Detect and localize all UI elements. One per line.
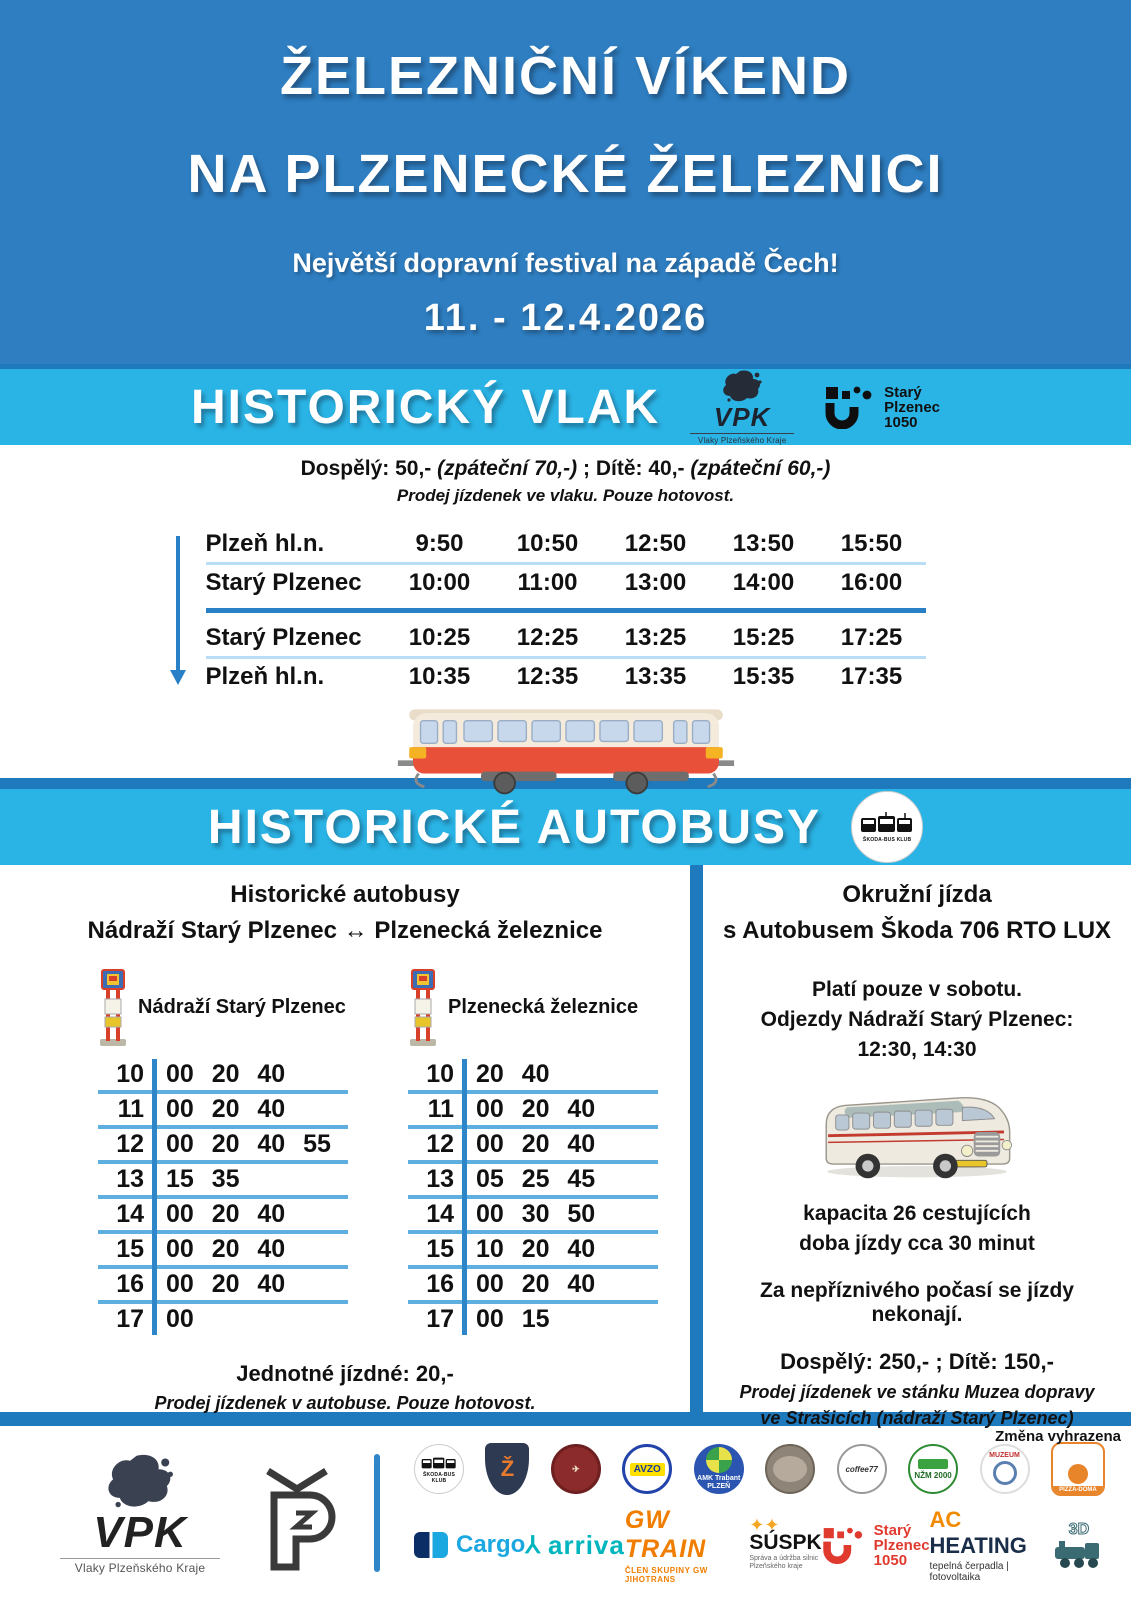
bus-departure-row: 16 00 20 40 <box>98 1269 348 1304</box>
stop-name: Nádraží Starý Plzenec <box>138 995 346 1018</box>
footer-divider <box>374 1454 380 1572</box>
change-reserved-note: Změna vyhrazena <box>995 1428 1121 1445</box>
table-direction-divider <box>206 608 926 613</box>
bus-fare: Jednotné jízdné: 20,- <box>236 1361 454 1386</box>
bus-departure-row: 15 00 20 40 <box>98 1234 348 1269</box>
vpk-logo <box>690 369 794 445</box>
vpk-logo-footer <box>60 1452 220 1574</box>
ride-departure-times: 12:30, 14:30 <box>857 1038 977 1061</box>
bus-departure-row: 12 00 20 40 <box>408 1129 658 1164</box>
partner-row-2 <box>414 1506 1105 1584</box>
shuttle-route: Nádraží Starý Plzenec ↔ Plzenecká železnice <box>87 917 603 944</box>
bus-stop-sign-icon <box>98 967 128 1047</box>
bus-departure-row: 14 00 30 50 <box>408 1199 658 1234</box>
steam-locomotive-icon <box>1053 1539 1105 1569</box>
historic-train-band-title: HISTORICKÝ VLAK <box>190 380 661 434</box>
vpk-region-silhouette-icon <box>720 369 764 403</box>
partner-logos-footer <box>0 1426 1131 1586</box>
event-dates: 11. - 12.4.2026 <box>423 297 708 339</box>
plzenecka-zeleznice-logo <box>254 1455 340 1571</box>
skoda-bus-klub-logo <box>851 791 923 863</box>
partner-logo-grid <box>414 1442 1105 1584</box>
train-sale-note: Prodej jízdenek ve vlaku. Pouze hotovost. <box>396 486 735 505</box>
train-timetable <box>206 530 926 691</box>
hero-section <box>0 0 1131 364</box>
3d-locomotive-logo: 3D <box>1053 1521 1105 1569</box>
stary-plzenec-1050-icon <box>822 1526 866 1564</box>
buses-icon <box>860 812 914 836</box>
pizza-doma-logo: PIZZA-DOMA <box>1051 1442 1105 1496</box>
bus-timetables <box>0 1059 690 1335</box>
poster-title-line1: ŽELEZNIČNÍ VÍKEND <box>279 46 852 106</box>
cd-cargo-icon <box>414 1532 448 1558</box>
stary-plzenec-1050-logo <box>824 385 940 430</box>
poster-title-line2: NA PLZENECKÉ ŽELEZNICI <box>187 144 944 204</box>
amk-trabant-plzen-logo: AMK Trabant PLZEŇ <box>694 1444 744 1494</box>
ride-validity: Platí pouze v sobotu. <box>811 978 1022 1001</box>
stop-header-zeleznice <box>408 967 658 1047</box>
historic-buses-band <box>0 789 1131 865</box>
table-separator <box>206 656 926 659</box>
ride-departures-label: Odjezdy Nádraží Starý Plzenec: <box>760 1008 1074 1031</box>
historic-photo-oval-logo <box>765 1444 815 1494</box>
ride-info-block <box>721 1199 1113 1259</box>
stary-plzenec-1050-text: Starý Plzenec 1050 <box>884 383 941 431</box>
ride-capacity: kapacita 26 cestujících <box>803 1202 1031 1225</box>
vpk-abbr: VPK <box>93 1508 187 1557</box>
train-timetable-row: Starý Plzenec 10:00 11:00 13:00 14:00 16:00 <box>205 569 903 596</box>
ride-weather-note: Za nepříznivého počasí se jízdy nekonají. <box>760 1279 1074 1326</box>
historic-buses-band-title: HISTORICKÉ AUTOBUSY <box>207 800 822 854</box>
avzo-logo: AVZO <box>622 1444 672 1494</box>
bus-stop-sign-icon <box>408 967 438 1047</box>
stary-plzenec-1050-icon <box>824 385 876 429</box>
stop-name: Plzenecká železnice <box>448 995 639 1018</box>
poster-subtitle: Největší dopravní festival na západě Čech! <box>292 248 839 278</box>
direction-arrow-icon <box>168 534 188 686</box>
sightseeing-ride-column <box>703 865 1131 1428</box>
bus-departure-row: 13 05 25 45 <box>408 1164 658 1199</box>
coffee77-logo: coffee77 <box>837 1444 887 1494</box>
bus-departure-row: 13 15 35 <box>98 1164 348 1199</box>
historic-train-band <box>0 369 1131 445</box>
bus-columns <box>0 865 1131 1428</box>
skoda-bus-klub-logo: ŠKODA-BUS KLUB <box>414 1444 464 1494</box>
ac-heating-logo: AC HEATING tepelná čerpadla | fotovoltaika <box>929 1507 1027 1583</box>
bus-departure-row: 11 00 20 40 <box>408 1094 658 1129</box>
vpk-abbr: VPK <box>713 402 771 432</box>
bus-departure-row: 15 10 20 40 <box>408 1234 658 1269</box>
table-separator <box>206 562 926 565</box>
vpk-caption: Vlaky Plzeňského Kraje <box>697 436 787 445</box>
ride-price: Dospělý: 250,- ; Dítě: 150,- <box>780 1349 1054 1374</box>
bus-fare-note: Prodej jízdenek v autobuse. Pouze hotovost. <box>154 1393 536 1413</box>
stops-row <box>0 967 690 1047</box>
bus-timetable-zeleznice <box>408 1059 658 1335</box>
cd-cargo-logo: Cargo <box>414 1531 525 1559</box>
vpk-caption: Vlaky Plzeňského Kraje <box>74 1561 206 1575</box>
partner-row-1 <box>414 1442 1105 1496</box>
buses-icon <box>419 1455 459 1471</box>
bus-departure-row: 11 00 20 40 <box>98 1094 348 1129</box>
star-icon: ✦✦ <box>749 1515 780 1535</box>
bus-departure-row: 16 00 20 40 <box>408 1269 658 1304</box>
arriva-logo: ⅄ arriva <box>525 1529 625 1560</box>
train-timetable-row: Plzeň hl.n. 10:35 12:35 13:35 15:35 17:35 <box>205 663 903 690</box>
ride-duration: doba jízdy cca 30 minut <box>799 1232 1035 1255</box>
divider-stripe <box>0 778 1131 789</box>
bus-departure-row: 17 00 <box>116 1305 194 1333</box>
shuttle-bus-column <box>0 865 690 1412</box>
bus-departure-row: 10 00 20 40 <box>98 1059 348 1094</box>
historic-train-section <box>0 445 1131 778</box>
bus-departure-row: 12 00 20 40 55 <box>98 1129 348 1164</box>
ride-sale-note: Prodej jízdenek ve stánku Muzea dopravy ve Strašicích (nádraží Starý Plzenec) <box>739 1382 1095 1428</box>
ride-title-line2: s Autobusem Škoda 706 RTO LUX <box>722 917 1112 944</box>
skoda-bus-klub-label: ŠKODA-BUS KLUB <box>862 836 912 843</box>
train-timetable-row: Plzeň hl.n. 9:50 10:50 12:50 13:50 15:50 <box>205 530 903 557</box>
skoda-706-rto-bus-illustration <box>812 1079 1022 1183</box>
railway-club-shield-logo: Ž <box>485 1443 529 1495</box>
train-timetable-row: Starý Plzenec 10:25 12:25 13:25 15:25 17:25 <box>205 624 903 651</box>
bus-timetable-nadrazi <box>98 1059 348 1335</box>
column-divider <box>690 865 703 1412</box>
stop-header-nadrazi <box>98 967 348 1047</box>
stary-plzenec-1050-logo-footer: Starý Plzenec 1050 <box>822 1523 930 1568</box>
ride-schedule-block <box>721 975 1113 1065</box>
vpk-region-silhouette-icon <box>103 1452 177 1510</box>
bus-departure-row: 10 20 40 <box>408 1059 658 1094</box>
gw-train-logo: GW TRAIN ČLEN SKUPINY GW JIHOTRANS <box>624 1506 708 1584</box>
aeroclub-logo: ✈ <box>551 1444 601 1494</box>
arriva-icon: ⅄ <box>525 1531 541 1559</box>
train-fare-line: Dospělý: 50,- (zpáteční 70,-) ; Dítě: 40,- (zpáteční 60,-) <box>300 457 831 480</box>
bus-departure-row: 17 00 15 <box>426 1305 550 1333</box>
draisine-museum-logo: MUZEUM <box>980 1444 1030 1494</box>
shuttle-title: Historické autobusy <box>230 881 460 908</box>
ride-title-line1: Okružní jízda <box>842 881 992 908</box>
suspk-logo: ✦✦ SÚSPK Správa a údržba silnic Plzeňského kraje <box>749 1515 822 1570</box>
bus-departure-row: 14 00 20 40 <box>98 1199 348 1234</box>
nzm-2000-model-railway-logo: NŽM 2000 <box>908 1444 958 1494</box>
